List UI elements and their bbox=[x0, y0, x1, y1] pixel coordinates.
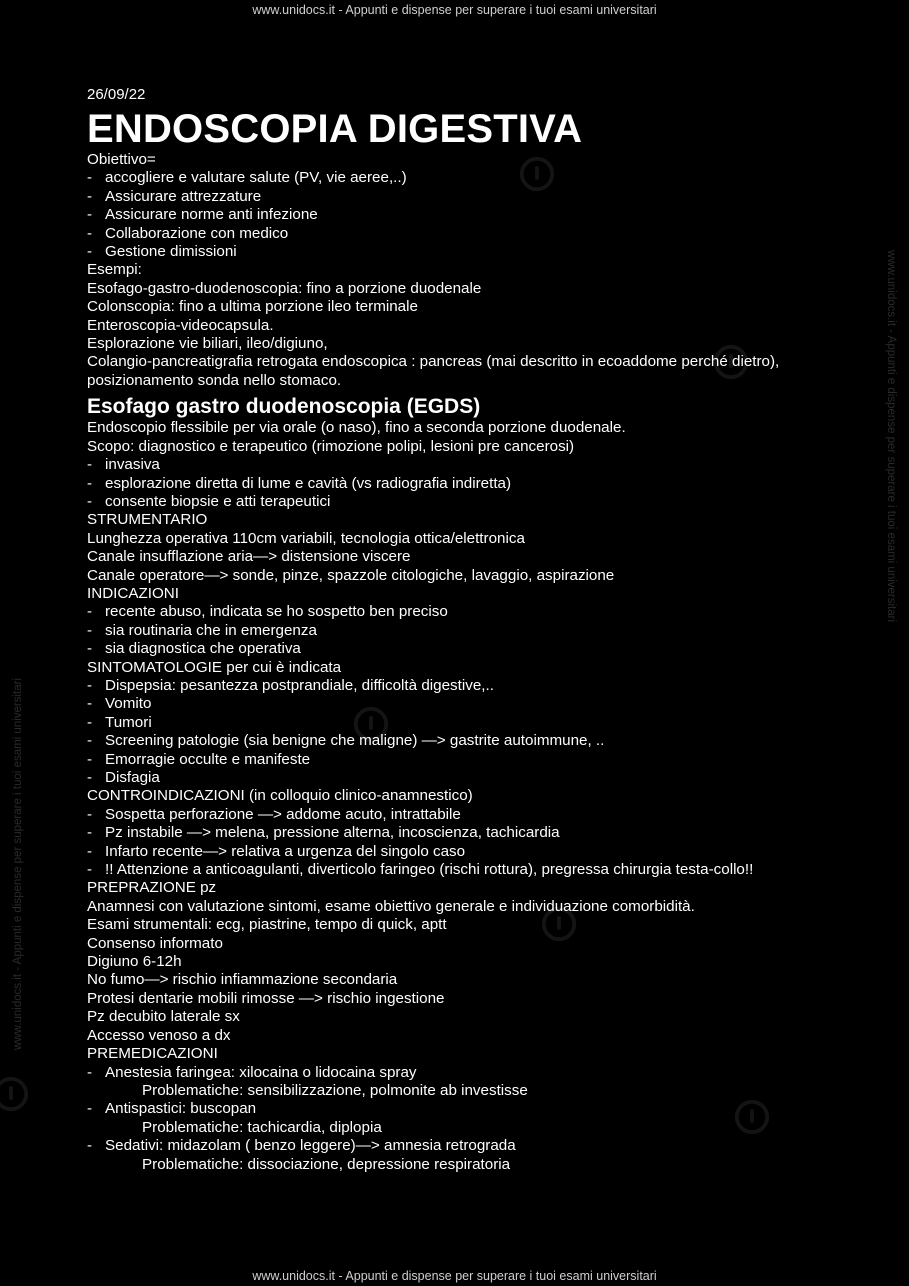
bullet-text: Screening patologie (sia benigne che maligne) —> gastrite autoimmune, .. bbox=[105, 732, 605, 750]
bullet-item bbox=[87, 1137, 817, 1155]
bullet-text: Assicurare norme anti infezione bbox=[105, 206, 318, 224]
bullet-dash: - bbox=[87, 861, 93, 879]
bullet-dash: - bbox=[87, 492, 93, 510]
text-line: No fumo—> rischio infiammazione secondaria bbox=[87, 971, 398, 989]
bullet-text: accogliere e valutare salute (PV, vie aeree,..) bbox=[105, 169, 407, 187]
bullet-item bbox=[87, 475, 817, 493]
bullet-item bbox=[87, 806, 817, 824]
text-line: Accesso venoso a dx bbox=[87, 1026, 231, 1044]
bullet-dash: - bbox=[87, 824, 93, 842]
bullet-item bbox=[87, 169, 817, 187]
text-line: Esplorazione vie biliari, ileo/digiuno, bbox=[87, 335, 328, 353]
bullet-item bbox=[87, 206, 817, 224]
bullet-dash: - bbox=[87, 224, 93, 242]
bullet-item bbox=[87, 843, 817, 861]
bullet-item bbox=[87, 1100, 817, 1118]
bullet-text: Antispastici: buscopan bbox=[105, 1100, 257, 1118]
text-line: INDICAZIONI bbox=[87, 584, 179, 602]
bullet-dash: - bbox=[87, 1100, 93, 1118]
text-line: Lunghezza operativa 110cm variabili, tecnologia ottica/elettronica bbox=[87, 529, 525, 547]
bullet-text: consente biopsie e atti terapeutici bbox=[105, 492, 331, 510]
bullet-text: Pz instabile —> melena, pressione alterna, incoscienza, tachicardia bbox=[105, 824, 560, 842]
bullet-item bbox=[87, 456, 817, 474]
bullet-item bbox=[87, 769, 817, 787]
bullet-text: Assicurare attrezzature bbox=[105, 187, 262, 205]
section-title: Esofago gastro duodenoscopia (EGDS) bbox=[87, 395, 481, 419]
bullet-item bbox=[87, 677, 817, 695]
watermark-right: www.unidocs.it - Appunti e dispense per superare i tuoi esami universitari bbox=[885, 250, 897, 623]
text-line: Digiuno 6-12h bbox=[87, 953, 182, 971]
bullet-item bbox=[87, 493, 817, 511]
bullet-dash: - bbox=[87, 206, 93, 224]
bullet-item bbox=[87, 824, 817, 842]
bullet-dash: - bbox=[87, 640, 93, 658]
bullet-dash: - bbox=[87, 1137, 93, 1155]
text-line: Obiettivo= bbox=[87, 151, 156, 168]
bullet-text: Collaborazione con medico bbox=[105, 224, 289, 242]
bullet-text: Vomito bbox=[105, 695, 152, 713]
text-line: Esempi: bbox=[87, 261, 142, 279]
text-line: PREMEDICAZIONI bbox=[87, 1045, 218, 1063]
text-line: Enteroscopia-videocapsula. bbox=[87, 316, 274, 334]
watermark-bottom: www.unidocs.it - Appunti e dispense per superare i tuoi esami universitari bbox=[252, 1269, 657, 1283]
bullet-dash: - bbox=[87, 769, 93, 786]
bullet-text: sia routinaria che in emergenza bbox=[105, 621, 317, 639]
bullet-item bbox=[87, 640, 817, 658]
bullet-item bbox=[87, 188, 817, 206]
bullet-text: Tumori bbox=[105, 713, 152, 731]
bullet-dash: - bbox=[87, 732, 93, 750]
bullet-item bbox=[87, 622, 817, 640]
bullet-dash: - bbox=[87, 169, 93, 187]
text-line: PREPRAZIONE pz bbox=[87, 879, 217, 897]
bullet-dash: - bbox=[87, 805, 93, 823]
bullet-item bbox=[87, 603, 817, 621]
bullet-text: invasiva bbox=[105, 456, 160, 474]
bullet-text: Disfagia bbox=[105, 769, 160, 786]
text-line: Protesi dentarie mobili rimosse —> rischio ingestione bbox=[87, 989, 445, 1007]
text-line: Esami strumentali: ecg, piastrine, tempo di quick, aptt bbox=[87, 916, 447, 934]
bullet-item bbox=[87, 861, 817, 879]
bullet-text: Gestione dimissioni bbox=[105, 243, 237, 261]
text-line: Pz decubito laterale sx bbox=[87, 1008, 240, 1026]
text-line: STRUMENTARIO bbox=[87, 511, 208, 529]
bullet-text: !! Attenzione a anticoagulanti, diverticolo faringeo (rischi rottura), pregressa chirurgia testa-collo!! bbox=[105, 861, 754, 879]
text-line: CONTROINDICAZIONI (in colloquio clinico-anamnestico) bbox=[87, 787, 473, 805]
text-line: Colangio-pancreatigrafia retrogata endoscopica : pancreas (mai descritto in ecoaddome perché dietro), posizionamento sonda nello stomaco. bbox=[87, 353, 780, 389]
bullet-item bbox=[87, 714, 817, 732]
text-line: Canale insufflazione aria—> distensione viscere bbox=[87, 548, 411, 566]
text-line: Anamnesi con valutazione sintomi, esame obiettivo generale e individuazione comorbidità. bbox=[87, 897, 695, 915]
bullet-text: Dispepsia: pesantezza postprandiale, difficoltà digestive,.. bbox=[105, 676, 494, 694]
bullet-item bbox=[87, 695, 817, 713]
bullet-text: esplorazione diretta di lume e cavità (vs radiografia indiretta) bbox=[105, 474, 512, 492]
text-line: Canale operatore—> sonde, pinze, spazzole citologiche, lavaggio, aspirazione bbox=[87, 566, 615, 584]
text-line: Colonscopia: fino a ultima porzione ileo terminale bbox=[87, 298, 418, 316]
text-line: SINTOMATOLOGIE per cui è indicata bbox=[87, 658, 342, 676]
text-line: Consenso informato bbox=[87, 934, 223, 952]
text-line: Endoscopio flessibile per via orale (o naso), fino a seconda porzione duodenale. bbox=[87, 419, 626, 437]
bullet-text: sia diagnostica che operativa bbox=[105, 640, 301, 658]
bullet-dash: - bbox=[87, 713, 93, 731]
bullet-text: Infarto recente—> relativa a urgenza del singolo caso bbox=[105, 842, 466, 860]
bullet-dash: - bbox=[87, 187, 93, 205]
unidocs-logo-icon bbox=[0, 1075, 30, 1113]
intro-block bbox=[87, 151, 817, 390]
bullet-text: Sedativi: midazolam ( benzo leggere)—> amnesia retrograda bbox=[105, 1137, 516, 1155]
bullet-dash: - bbox=[87, 603, 93, 621]
section-block bbox=[87, 419, 817, 1174]
bullet-dash: - bbox=[87, 695, 93, 713]
bullet-item bbox=[87, 225, 817, 243]
bullet-text: Sospetta perforazione —> addome acuto, intrattabile bbox=[105, 805, 461, 823]
bullet-text: Emorragie occulte e manifeste bbox=[105, 750, 311, 768]
bullet-dash: - bbox=[87, 750, 93, 768]
bullet-text: Anestesia faringea: xilocaina o lidocaina spray bbox=[105, 1063, 417, 1081]
watermark-top: www.unidocs.it - Appunti e dispense per superare i tuoi esami universitari bbox=[252, 3, 657, 17]
document-body bbox=[87, 86, 817, 1174]
bullet-dash: - bbox=[87, 1063, 93, 1081]
bullet-item bbox=[87, 243, 817, 261]
text-line: Scopo: diagnostico e terapeutico (rimozione polipi, lesioni pre cancerosi) bbox=[87, 437, 575, 455]
sub-item: Problematiche: tachicardia, diplopia bbox=[142, 1118, 382, 1136]
sub-item: Problematiche: sensibilizzazione, polmonite ab investisse bbox=[142, 1081, 528, 1099]
document-title: ENDOSCOPIA DIGESTIVA bbox=[87, 107, 583, 151]
bullet-item bbox=[87, 751, 817, 769]
bullet-item bbox=[87, 732, 817, 750]
bullet-dash: - bbox=[87, 676, 93, 694]
bullet-dash: - bbox=[87, 243, 93, 261]
bullet-text: recente abuso, indicata se ho sospetto ben preciso bbox=[105, 603, 448, 621]
bullet-dash: - bbox=[87, 621, 93, 639]
text-line: Esofago-gastro-duodenoscopia: fino a porzione duodenale bbox=[87, 279, 482, 297]
bullet-dash: - bbox=[87, 474, 93, 492]
bullet-dash: - bbox=[87, 456, 93, 474]
watermark-left: www.unidocs.it - Appunti e dispense per superare i tuoi esami universitari bbox=[12, 677, 24, 1050]
bullet-item bbox=[87, 1064, 817, 1082]
sub-item: Problematiche: dissociazione, depressione respiratoria bbox=[142, 1155, 511, 1173]
document-date: 26/09/22 bbox=[87, 86, 146, 103]
bullet-dash: - bbox=[87, 842, 93, 860]
